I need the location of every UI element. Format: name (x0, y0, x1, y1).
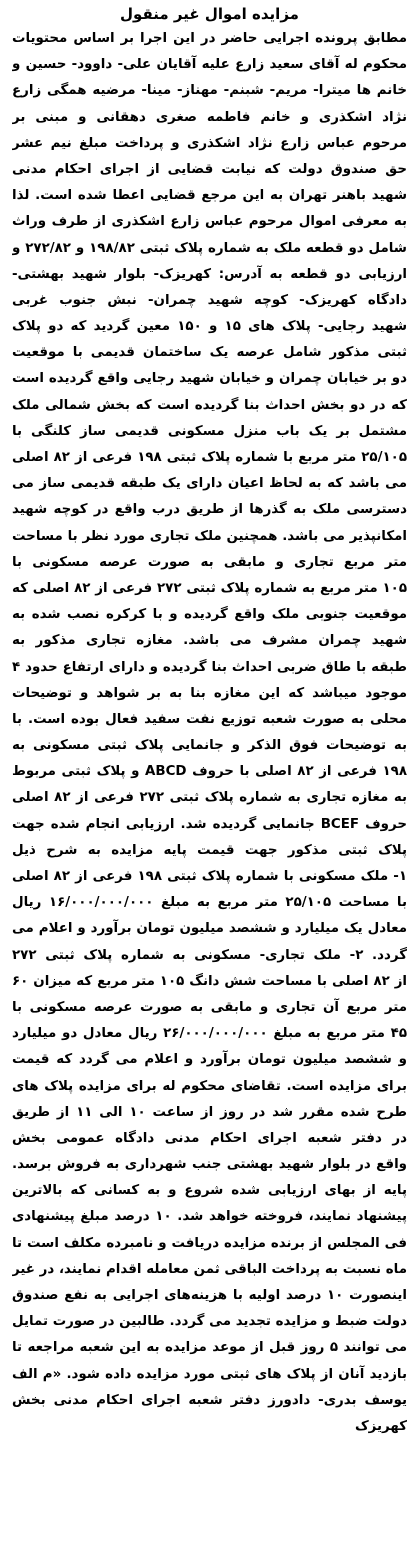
notice-title: مزایده اموال غیر منقول (120, 5, 299, 23)
notice-line: شامل دو قطعه ملک به شماره پلاک ثبتی ۱۹۸/۸۲ و ۲۷۲/۸۲ و (12, 240, 407, 256)
notice-line: گردد. ۲- ملک تجاری- مسکونی به شماره پلاک ثبتی ۲۷۲ (12, 947, 407, 963)
notice-line: متر مربع آن تجاری و مابقی به صورت عرصه مسکونی با (12, 999, 407, 1015)
notice-line: ثبتی مذکور شامل عرصه یک ساختمان قدیمی با موقعیت (12, 345, 407, 361)
notice-line: محلی به صورت شعبه توزیع نفت سفید فعال بوده است. با (12, 711, 407, 727)
notice-line: پلاک ثبتی مذکور جهت قیمت پایه مزایده به شرح ذیل (12, 842, 407, 858)
notice-body (12, 26, 407, 1440)
notice-line: مرحوم عباس زارع نژاد اشکذری و پرداخت مبلغ نیم عشر (12, 135, 407, 151)
notice-line: اینصورت ۱۰ درصد اولیه با هزینه‌های اجرایی به نفع صندوق (12, 1288, 407, 1303)
notice-line: و ششصد میلیون تومان برآورد و اعلام می گردد که قیمت (12, 1052, 407, 1068)
notice-line: مشتمل بر یک باب منزل مسکونی قدیمی ساز کلنگی با (12, 423, 407, 439)
notice-line: معادل یک میلیارد و ششصد میلیون تومان برآورد و اعلام می (12, 921, 407, 937)
notice-line: در دفتر شعبه اجرای احکام مدنی دادگاه عمومی بخش (12, 1130, 407, 1146)
notice-line: پایه از بهای ارزیابی شده شروع و به کسانی که بالاترین (12, 1183, 407, 1199)
notice-line: امکانپذیر می باشد. همچنین ملک تجاری مورد نظر با مساحت (12, 528, 407, 544)
notice-line: شهید باهنر تهران به این مرجع قضایی اعطا شده است. لذا (12, 188, 407, 204)
notice-line: ۱۹۸ فرعی از ۸۲ اصلی با حروف ABCD و پلاک ثبتی مربوط (12, 764, 407, 780)
notice-line: ارزیابی دو قطعه به آدرس: کهریزک- بلوار شهید بهشتی- (12, 266, 407, 282)
notice-line: واقع در بلوار شهید بهشتی جنب شهرداری به فروش برسد. (12, 1157, 407, 1173)
notice-line: شهید رجایی- پلاک های ۱۵ و ۱۵۰ معین گردید که دو پلاک (12, 319, 407, 335)
notice-line: برای مزایده است. تقاضای محکوم له برای مزایده پلاک های (12, 1078, 407, 1094)
notice-line: ۱- ملک مسکونی با شماره پلاک ثبتی ۱۹۸ فرعی از ۸۲ اصلی (12, 869, 407, 884)
notice-line: بازدید آنان از پلاک های ثبتی مورد مزایده داده شود. «م الف (12, 1366, 407, 1382)
notice-line: به مغازه تجاری به شماره پلاک ثبتی ۲۷۲ فرعی از ۸۲ اصلی (12, 790, 407, 806)
notice-line: ماه نسبت به پرداخت الباقی ثمن معامله اقدام نمایند، در غیر (12, 1261, 407, 1277)
notice-line: از ۸۲ اصلی با مساحت شش دانگ ۱۰۵ متر مربع که میزان ۶۰ (12, 973, 407, 989)
notice-line: پیشنهاد نمایند، فروخته خواهد شد. ۱۰ درصد مبلغ پیشنهادی (12, 1209, 407, 1225)
notice-line: به توضیحات فوق الذکر و جانمایی پلاک ثبتی مسکونی به (12, 738, 407, 754)
notice-line: کهریزک (354, 1418, 407, 1434)
notice-line: با مساحت ۲۵/۱۰۵ متر مربع به مبلغ ۱۶/۰۰۰/۰۰۰/۰۰۰ ریال (12, 895, 407, 911)
notice-line: دادگاه کهریزک- کوچه شهید چمران- نبش جنوب غربی (12, 292, 407, 308)
notice-line: ۴۵ متر مربع به مبلغ ۲۶/۰۰۰/۰۰۰/۰۰۰ ریال معادل دو میلیارد (12, 1026, 407, 1042)
notice-line: یوسف بدری- دادورز دفتر شعبه اجرای احکام مدنی بخش (12, 1392, 407, 1408)
notice-line: مطابق پرونده اجرایی حاضر در این اجرا بر اساس محتویات (12, 31, 407, 46)
notice-line: نژاد اشکذری و خانم فاطمه صغری دهقانی و مبنی بر (12, 109, 407, 125)
notice-line: دولت ضبط و مزایده تجدید می گردد. طالبین در صورت تمایل (12, 1314, 407, 1330)
notice-line: ۱۰۵ متر مربع به شماره پلاک ثبتی ۲۷۲ فرعی از ۸۲ اصلی که (12, 580, 407, 596)
notice-line: طبقه با طاق ضربی احداث بنا گردیده و دارای ارتفاع حدود ۴ (12, 659, 407, 675)
notice-line: محکوم له آقای سعید زارع علیه آقایان علی- داوود- حسین و (12, 57, 407, 73)
notice-line: ۲۵/۱۰۵ متر مربع با شماره پلاک ثبتی ۱۹۸ فرعی از ۸۲ اصلی (12, 450, 407, 465)
notice-line: که در دو بخش احداث بنا گردیده است که بخش شمالی ملک (12, 397, 407, 413)
notice-line: طرح شده مقرر شد در روز از ساعت ۱۰ الی ۱۱ از طریق (12, 1104, 407, 1120)
notice-line: موجود میباشد که این مغازه بنا به بر شواهد و توضیحات (12, 685, 407, 701)
notice-line: دو بر خیابان چمران و خیابان شهید رجایی واقع گردیده است (12, 371, 407, 387)
notice-line: شهید چمران مشرف می باشد. مغازه تجاری مذکور به (12, 633, 407, 649)
notice-line: می باشد که به لحاظ اعیان دارای یک طبقه قدیمی ساز می (12, 476, 407, 492)
notice-line: موقعیت جنوبی ملک واقع گردیده و با کرکره نصب شده به (12, 607, 407, 623)
notice-line: به معرفی اموال مرحوم عباس زارع اشکذری از طرف وراث (12, 214, 407, 230)
notice-line: می توانند ۵ روز قبل از موعد مزایده به این شعبه مراجعه تا (12, 1340, 407, 1356)
notice-line: حروف BCEF جانمایی گردیده شد. ارزیابی انجام شده جهت (12, 816, 407, 832)
notice-line: خانم ها میترا- مریم- شبنم- مهناز- مینا- مرضیه همگی زارع (12, 83, 407, 99)
notice-line: متر مربع تجاری و مابقی به صورت عرصه مسکونی با (12, 554, 407, 570)
notice-line: دسترسی ملک به گذرها از طریق درب واقع در کوچه شهید (12, 502, 407, 518)
notice-line: حق صندوق دولت که نیابت قضایی از اجرای احکام مدنی (12, 161, 407, 177)
notice-line: فی المجلس از برنده مزایده دریافت و نامبرده مکلف است تا (12, 1235, 407, 1251)
